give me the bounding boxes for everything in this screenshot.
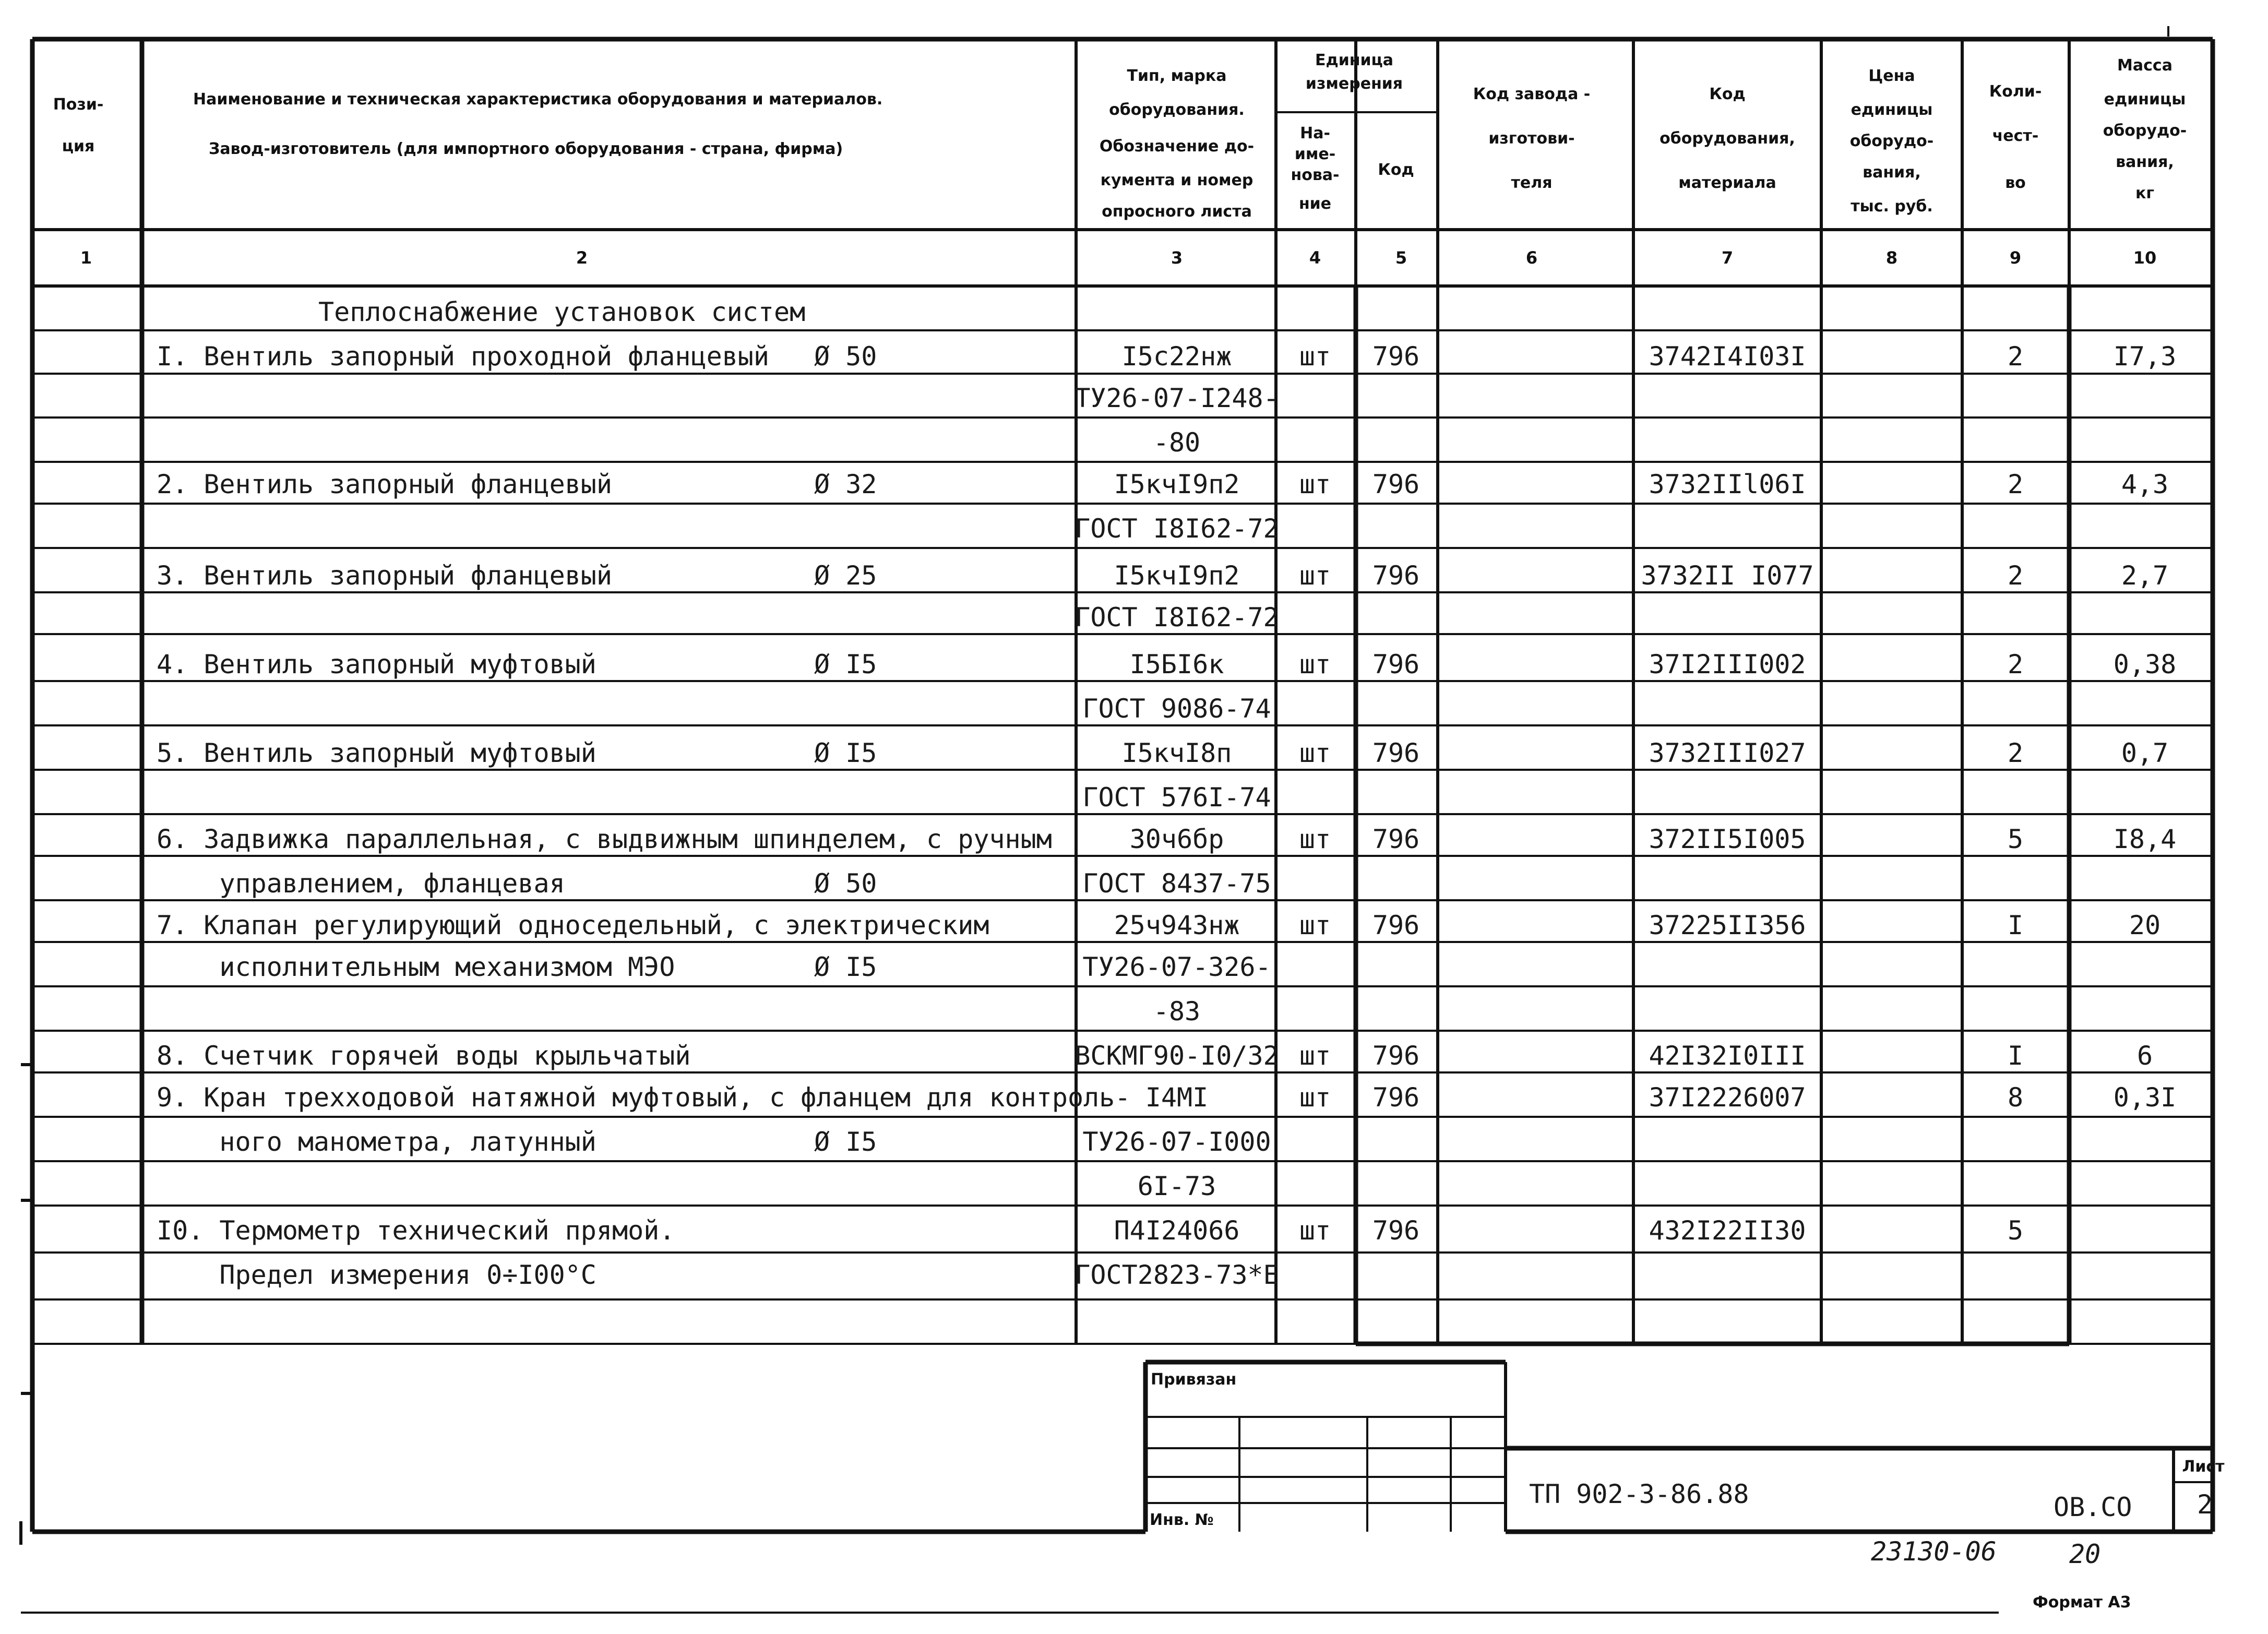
item-name: I. Вентиль запорный проходной фланцевый: [157, 341, 769, 372]
item-diameter: Ø I5: [814, 1127, 877, 1157]
item-type: I5кчI8п: [1121, 738, 1232, 768]
item-unit-code: 796: [1372, 560, 1420, 591]
item-unit: шт: [1299, 341, 1331, 372]
header-col6-line3: теля: [1511, 174, 1553, 192]
table-row: [157, 469, 2168, 499]
spec-table-body: [157, 341, 2176, 1290]
table-row: [1075, 602, 1279, 633]
item-unit: шт: [1299, 1082, 1331, 1113]
sheet-number: 2: [2197, 1489, 2213, 1520]
item-type: ГОСТ I8I62-72: [1075, 514, 1279, 544]
table-row: [157, 1215, 2023, 1246]
item-diameter: Ø 50: [814, 868, 877, 899]
item-type: I5кчI9п2: [1114, 469, 1240, 499]
item-type: ТУ26-07-I248-: [1075, 383, 1279, 413]
item-equipment-code: 37I2III002: [1649, 649, 1806, 679]
item-name: исполнительным механизмом МЭО: [157, 952, 675, 982]
item-type: I4MI: [1145, 1082, 1209, 1113]
header-col9-line2: чест-: [1992, 127, 2039, 145]
table-row: [1075, 383, 1279, 413]
header-col3-line4: кумента и номер: [1100, 171, 1254, 189]
item-equipment-code: 37I2226007: [1649, 1082, 1806, 1113]
item-mass: 2,7: [2121, 560, 2169, 591]
stamp-inv-no-label: Инв. №: [1150, 1511, 1214, 1529]
item-unit: шт: [1299, 1041, 1331, 1071]
item-diameter: Ø 32: [814, 469, 877, 499]
item-type: ТУ26-07-326-: [1082, 952, 1271, 982]
document-code: ТП 902-3-86.88: [1529, 1479, 1749, 1509]
header-col10-line5: кг: [2135, 184, 2155, 202]
table-row: [1153, 996, 1200, 1027]
item-equipment-code: 42I32I0III: [1649, 1041, 1806, 1071]
header-col4-line3: нова-: [1291, 166, 1340, 184]
item-equipment-code: 3732IIl06I: [1649, 469, 1806, 499]
item-type: ТУ26-07-I000: [1082, 1127, 1271, 1157]
header-col8-line3: оборудо-: [1849, 132, 1934, 150]
column-number: 10: [2133, 248, 2157, 268]
header-col10-line4: вания,: [2116, 153, 2174, 171]
item-type: ГОСТ 9086-74: [1082, 694, 1271, 724]
header-col8-line2: единицы: [1851, 101, 1933, 119]
header-col6-line1: Код завода -: [1473, 85, 1591, 103]
item-diameter: Ø 50: [814, 341, 877, 372]
column-number: 4: [1309, 248, 1321, 268]
item-name: 4. Вентиль запорный муфтовый: [157, 649, 596, 679]
header-col9-line3: во: [2005, 174, 2026, 192]
table-row: [157, 341, 2176, 372]
item-name: Предел измерения 0÷I00°С: [157, 1260, 596, 1290]
item-name: ного манометра, латунный: [157, 1127, 596, 1157]
item-quantity: 5: [2007, 1215, 2024, 1246]
item-name: 6. Задвижка параллельная, с выдвижным шпинделем, с ручным: [157, 824, 1052, 854]
header-col10-line1: Масса: [2117, 56, 2172, 75]
table-row: [157, 868, 1271, 899]
header-unit-group-line1: Единица: [1315, 51, 1393, 69]
item-unit-code: 796: [1372, 469, 1420, 499]
column-number: 5: [1395, 248, 1407, 268]
item-quantity: I: [2007, 1041, 2024, 1071]
item-type: ВСКМГ90-I0/32: [1075, 1041, 1279, 1071]
header-col1-line2: ция: [62, 137, 95, 156]
column-number: 6: [1525, 248, 1538, 268]
item-type: 25ч943нж: [1114, 910, 1240, 940]
item-equipment-code: 372II5I005: [1649, 824, 1806, 854]
header-col7-line3: материала: [1678, 174, 1776, 192]
item-quantity: I: [2007, 910, 2024, 940]
item-quantity: 2: [2007, 649, 2024, 679]
table-row: [157, 910, 2160, 940]
header-col8-line1: Цена: [1868, 67, 1915, 85]
item-mass: 20: [2129, 910, 2161, 940]
header-col10-line3: оборудо-: [2103, 122, 2187, 140]
item-type: ГОСТ 8437-75: [1082, 868, 1271, 899]
item-unit-code: 796: [1372, 1082, 1420, 1113]
item-diameter: Ø I5: [814, 649, 877, 679]
header-col8-line4: вания,: [1863, 163, 1921, 182]
item-unit-code: 796: [1372, 738, 1420, 768]
table-row: [1082, 782, 1271, 813]
item-name: 7. Клапан регулирующий односедельный, с электрическим: [157, 910, 989, 940]
item-unit: шт: [1299, 738, 1331, 768]
table-row: [157, 649, 2176, 679]
item-quantity: 8: [2007, 1082, 2024, 1113]
header-col3-line5: опросного листа: [1102, 202, 1252, 221]
header-col7-line2: оборудования,: [1660, 129, 1795, 148]
item-diameter: Ø 25: [814, 560, 877, 591]
item-unit: шт: [1299, 824, 1331, 854]
item-quantity: 2: [2007, 469, 2024, 499]
item-type: ГОСТ2823-73*Е: [1075, 1260, 1279, 1290]
table-row: [1082, 694, 1271, 724]
header-unit-group-line2: измерения: [1305, 75, 1403, 93]
item-quantity: 2: [2007, 560, 2024, 591]
column-number: 9: [2009, 248, 2022, 268]
item-quantity: 5: [2007, 824, 2024, 854]
header-col10-line2: единицы: [2104, 90, 2186, 109]
item-unit-code: 796: [1372, 1215, 1420, 1246]
item-unit: шт: [1299, 910, 1331, 940]
item-unit: шт: [1299, 649, 1331, 679]
header-col3-line3: Обозначение до-: [1099, 137, 1255, 156]
item-unit-code: 796: [1372, 649, 1420, 679]
item-type: I5кчI9п2: [1114, 560, 1240, 591]
item-unit: шт: [1299, 560, 1331, 591]
column-number-row: [80, 248, 2156, 268]
column-number: 2: [576, 248, 588, 268]
item-equipment-code: 3732III027: [1649, 738, 1806, 768]
table-row: [157, 952, 1271, 982]
column-number: 1: [80, 248, 92, 268]
table-row: [157, 560, 2168, 591]
table-row: [1075, 514, 1279, 544]
header-col4-line1: На-: [1300, 124, 1330, 142]
table-row: [157, 1041, 2153, 1071]
header-col9-line1: Коли-: [1989, 82, 2042, 101]
item-mass: 0,7: [2121, 738, 2169, 768]
item-diameter: Ø I5: [814, 952, 877, 982]
table-row: [157, 1260, 1279, 1290]
table-row: [157, 738, 2168, 768]
item-type: -83: [1153, 996, 1201, 1027]
section-title: Теплоснабжение установок систем: [318, 297, 806, 327]
table-row: [1138, 1171, 1216, 1201]
column-number: 3: [1171, 248, 1183, 268]
item-type: -80: [1153, 427, 1201, 458]
item-unit-code: 796: [1372, 824, 1420, 854]
item-unit: шт: [1299, 469, 1331, 499]
item-name: I0. Термометр технический прямой.: [157, 1215, 675, 1246]
header-col4-line2: име-: [1294, 145, 1336, 163]
item-quantity: 2: [2007, 341, 2024, 372]
item-type: I5c22нж: [1121, 341, 1232, 372]
document-mark: ОВ.СО: [2054, 1492, 2132, 1522]
item-unit-code: 796: [1372, 1041, 1420, 1071]
header-col1-line1: Пози-: [53, 96, 104, 114]
table-row: [157, 1127, 1271, 1157]
item-equipment-code: 432I22II30: [1649, 1215, 1806, 1246]
header-col7-line1: Код: [1709, 85, 1746, 103]
item-type: ГОСТ I8I62-72: [1075, 602, 1279, 633]
item-mass: 6: [2136, 1041, 2153, 1071]
item-unit-code: 796: [1372, 341, 1420, 372]
archive-number-handwritten: 23130-06: [1871, 1536, 1997, 1567]
item-mass: I7,3: [2113, 341, 2177, 372]
header-col2-line1: Наименование и техническая характеристика оборудования и материалов.: [193, 90, 883, 109]
item-type: 30ч6бр: [1129, 824, 1224, 854]
header-col3-line2: оборудования.: [1109, 101, 1245, 119]
sheet-label: Лист: [2182, 1458, 2225, 1476]
page-number-handwritten: 20: [2069, 1539, 2101, 1569]
table-row: [157, 824, 2176, 854]
table-grid: [21, 26, 2213, 1613]
item-type: 6I-73: [1137, 1171, 1216, 1201]
item-name: 8. Счетчик горячей воды крыльчатый: [157, 1041, 691, 1071]
item-mass: 0,38: [2113, 649, 2177, 679]
item-unit: шт: [1299, 1215, 1331, 1246]
item-name: 2. Вентиль запорный фланцевый: [157, 469, 612, 499]
header-col8-line5: тыс. руб.: [1851, 197, 1933, 216]
header-col6-line2: изготови-: [1488, 129, 1575, 148]
header-col2-line2: Завод-изготовитель (для импортного оборудования - страна, фирма): [209, 140, 843, 158]
item-name: 9. Кран трехходовой натяжной муфтовый, с фланцем для контроль-: [157, 1082, 1131, 1113]
item-equipment-code: 3732II I077: [1641, 560, 1814, 591]
item-type: П4I24066: [1114, 1215, 1240, 1246]
column-number: 7: [1721, 248, 1734, 268]
item-equipment-code: 3742I4I03I: [1649, 341, 1806, 372]
header-col5: Код: [1378, 161, 1414, 179]
item-mass: 0,3I: [2113, 1082, 2177, 1113]
table-row: [157, 1082, 2176, 1113]
item-type: I5БI6к: [1129, 649, 1224, 679]
item-name: 3. Вентиль запорный фланцевый: [157, 560, 612, 591]
item-equipment-code: 37225II356: [1649, 910, 1806, 940]
stamp-linked-label: Привязан: [1151, 1370, 1237, 1389]
item-unit-code: 796: [1372, 910, 1420, 940]
item-mass: I8,4: [2113, 824, 2177, 854]
item-name: управлением, фланцевая: [157, 868, 565, 899]
item-quantity: 2: [2007, 738, 2024, 768]
format-label: Формат А3: [2033, 1593, 2131, 1612]
header-col4-line4: ние: [1298, 195, 1332, 213]
column-number: 8: [1885, 248, 1898, 268]
table-row: [1153, 427, 1200, 458]
table-header: [53, 51, 2187, 221]
item-mass: 4,3: [2121, 469, 2169, 499]
item-name: 5. Вентиль запорный муфтовый: [157, 738, 596, 768]
item-type: ГОСТ 576I-74: [1082, 782, 1271, 813]
header-col3-line1: Тип, марка: [1127, 67, 1227, 85]
item-diameter: Ø I5: [814, 738, 877, 768]
